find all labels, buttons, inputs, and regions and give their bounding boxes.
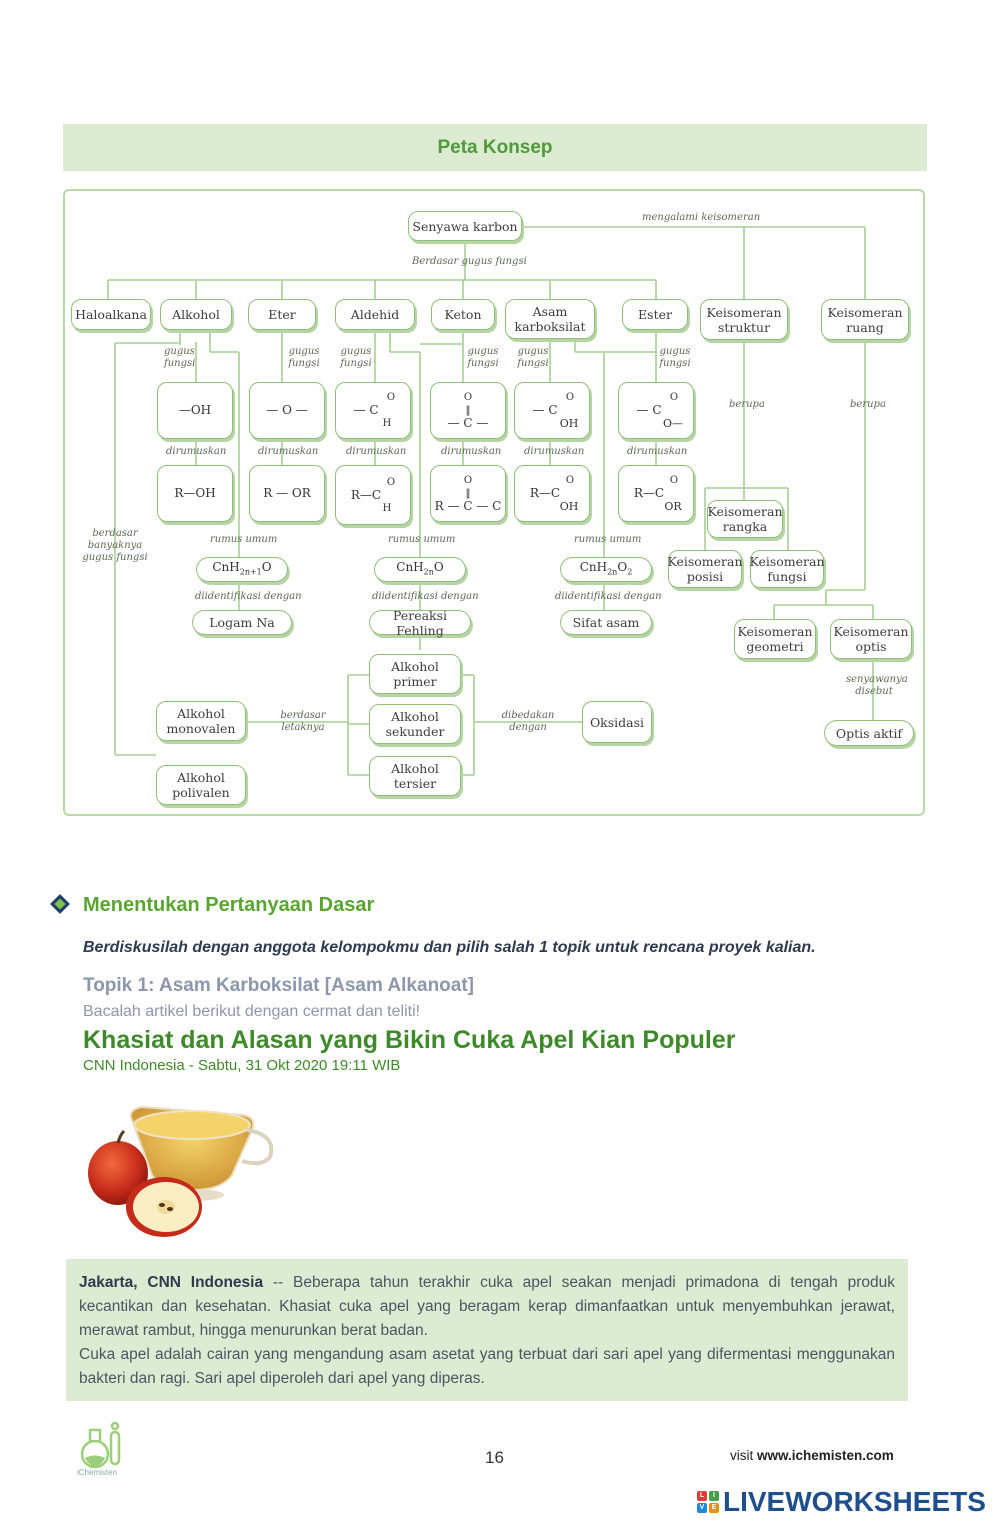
- node-ester: Ester: [622, 299, 688, 330]
- label-gugus-fungsi-alkohol: gugus fungsi: [164, 346, 196, 369]
- chem-rumus-aldehid: R—C: [350, 487, 382, 502]
- node-rumus-alkohol: [157, 465, 233, 522]
- label-senyawanya-disebut: senyawanya disebut: [846, 674, 908, 697]
- label-gugus-fungsi-eter: gugus fungsi: [288, 346, 320, 369]
- node-keisomeran-fungsi: Keisomeran fungsi: [750, 550, 824, 588]
- article-box: [66, 1259, 908, 1401]
- diamond-bullet-icon: [50, 894, 70, 914]
- visit-url[interactable]: www.ichemisten.com: [757, 1448, 894, 1463]
- node-gugus-keton: [430, 382, 506, 439]
- chem-keton-double-bond: ‖: [465, 405, 471, 416]
- node-oksidasi: Oksidasi: [582, 701, 652, 743]
- node-keisomeran-optis: Keisomeran optis: [830, 619, 912, 659]
- node-keisomeran-geometri: Keisomeran geometri: [734, 619, 816, 659]
- chem-ester-o2: O—: [662, 417, 684, 430]
- section-instruction: Berdiskusilah dengan anggota kelompokmu dan pilih salah 1 topik untuk rencana proyek kalian.: [83, 939, 816, 956]
- chem-rumus-ester: R—C: [633, 486, 665, 500]
- node-senyawa-karbon: Senyawa karbon: [408, 211, 522, 241]
- node-alkohol-tersier: Alkohol tersier: [369, 756, 461, 796]
- node-rumus-keton: [430, 465, 506, 522]
- node-sifat-asam: Sifat asam: [560, 610, 652, 635]
- chem-gugus-aldehid: — C: [353, 403, 379, 417]
- label-diidentifikasi-asam: diidentifikasi dengan: [555, 591, 662, 602]
- chem-rumus-keton: R — C — C: [434, 499, 502, 513]
- read-hint: Bacalah artikel berikut dengan cermat dan teliti!: [83, 1003, 421, 1020]
- label-berupa-struktur: berupa: [729, 399, 765, 410]
- section-title: Menentukan Pertanyaan Dasar: [83, 894, 375, 916]
- node-gugus-asam: [514, 382, 590, 439]
- node-gugus-eter: [249, 382, 325, 439]
- chem-rumus-asam-o: O: [565, 475, 575, 486]
- label-dirumuskan-ester: dirumuskan: [627, 446, 688, 457]
- node-asam-karboksilat: Asam karboksilat: [505, 299, 595, 339]
- label-diidentifikasi-alkohol: diidentifikasi dengan: [195, 591, 302, 602]
- chem-gugus-asam: — C: [532, 403, 558, 417]
- node-alkohol-polivalen: Alkohol polivalen: [156, 765, 246, 805]
- chem-rumus-keton-o: O: [463, 475, 473, 486]
- node-alkohol-primer: Alkohol primer: [369, 654, 461, 694]
- chem-gugus-ester: — C: [636, 403, 662, 417]
- logo-text: iChemisten: [77, 1468, 118, 1477]
- node-gugus-aldehid: [335, 382, 411, 439]
- chem-keton-o: O: [463, 392, 473, 403]
- chem-gugus-keton: — C —: [447, 416, 489, 430]
- chem-ester-o: O: [669, 392, 679, 403]
- liveworksheets-text: LIVEWORKSHEETS: [723, 1486, 986, 1517]
- apple-vinegar-image: [82, 1095, 282, 1245]
- chem-rumus-ester-o: O: [669, 475, 679, 486]
- article-paragraph-2: Cuka apel adalah cairan yang mengandung asam asetat yang terbuat dari sari apel yang difermentasi menggunakan bakteri dan ragi. Sari apel diperoleh dari apel yang diperas.: [79, 1346, 895, 1387]
- label-dibedakan-dengan: dibedakan dengan: [501, 710, 555, 733]
- node-optis-aktif: Optis aktif: [824, 720, 914, 746]
- visit-link[interactable]: visit www.ichemisten.com: [730, 1448, 894, 1463]
- label-berdasar-banyaknya: berdasar banyaknya gugus fungsi: [82, 528, 148, 563]
- node-formula-aldehid: [374, 557, 466, 582]
- chem-rumus-ester-or: OR: [664, 500, 682, 513]
- node-keisomeran-struktur: Keisomeran struktur: [700, 299, 788, 340]
- node-rumus-asam: [514, 465, 590, 522]
- article-byline: CNN Indonesia - Sabtu, 31 Okt 2020 19:11 WIB: [83, 1057, 401, 1074]
- node-keisomeran-rangka: Keisomeran rangka: [707, 500, 783, 538]
- chem-aldehid-h: H: [382, 418, 392, 429]
- node-gugus-ester: [618, 382, 694, 439]
- label-gugus-fungsi-ester: gugus fungsi: [659, 346, 691, 369]
- label-berupa-ruang: berupa: [850, 399, 886, 410]
- article-paragraph-1: -- Beberapa tahun terakhir cuka apel seakan menjadi primadona di tengah produk kecantikan dan kesehatan. Khasiat cuka apel yang beragam kerap dimanfaatkan untuk menyembuhkan jerawat, merawat rambut, hingga menurunkan berat badan.: [79, 1274, 895, 1339]
- formula-aldehid: CnH$_{2n}$O: [396, 559, 444, 577]
- node-eter: Eter: [248, 299, 316, 330]
- node-aldehid: Aldehid: [335, 299, 415, 330]
- node-alkohol-sekunder: Alkohol sekunder: [369, 704, 461, 744]
- node-rumus-eter: [249, 465, 325, 522]
- chem-rumus-aldehid-o: O: [386, 476, 396, 488]
- label-dirumuskan-asam: dirumuskan: [524, 446, 585, 457]
- formula-alkohol: CnH$_{2n+1}$O: [212, 559, 272, 577]
- article-headline: Khasiat dan Alasan yang Bikin Cuka Apel Kian Populer: [83, 1026, 736, 1054]
- node-rumus-ester: [618, 465, 694, 522]
- label-dirumuskan-eter: dirumuskan: [258, 446, 319, 457]
- node-alkohol: Alkohol: [160, 299, 232, 330]
- chem-gugus-alkohol: —OH: [178, 403, 212, 417]
- chem-rumus-asam: R—C: [529, 486, 561, 500]
- chem-rumus-aldehid-h: H: [382, 502, 392, 514]
- chem-asam-oh: OH: [559, 417, 579, 430]
- label-diidentifikasi-aldehid: diidentifikasi dengan: [372, 591, 479, 602]
- label-gugus-fungsi-asam: gugus fungsi: [517, 346, 549, 369]
- node-haloalkana: Haloalkana: [71, 299, 151, 330]
- node-keton: Keton: [431, 299, 495, 330]
- node-pereaksi-fehling: Pereaksi Fehling: [369, 610, 471, 635]
- chem-asam-o: O: [565, 392, 575, 403]
- chem-rumus-asam-oh: OH: [559, 500, 579, 513]
- label-berdasar-letaknya: berdasar letaknya: [280, 710, 326, 733]
- label-rumus-umum-aldehid: rumus umum: [388, 534, 456, 545]
- node-keisomeran-ruang: Keisomeran ruang: [821, 299, 909, 340]
- label-dirumuskan-alkohol: dirumuskan: [166, 446, 227, 457]
- article-dateline: Jakarta, CNN Indonesia: [79, 1274, 264, 1291]
- node-formula-alkohol: [196, 557, 288, 582]
- chem-rumus-alkohol: R—OH: [174, 486, 216, 500]
- formula-asam: $CnH_{2n}O_2$: [579, 559, 633, 577]
- node-alkohol-monovalen: Alkohol monovalen: [156, 701, 246, 741]
- liveworksheets-logo-icon: L I V E: [697, 1491, 719, 1513]
- node-keisomeran-posisi: Keisomeran posisi: [668, 550, 742, 588]
- concept-map-title: Peta Konsep: [437, 136, 553, 158]
- label-rumus-umum-asam: rumus umum: [574, 534, 642, 545]
- liveworksheets-brand[interactable]: [697, 1486, 986, 1518]
- label-mengalami-keisomeran: mengalami keisomeran: [642, 212, 761, 223]
- label-gugus-fungsi-keton: gugus fungsi: [467, 346, 499, 369]
- label-gugus-fungsi-aldehid: gugus fungsi: [340, 346, 372, 369]
- node-formula-asam: [560, 557, 652, 582]
- node-logam-na: Logam Na: [192, 610, 292, 635]
- chem-gugus-eter: — O —: [266, 403, 308, 417]
- topic-title: Topik 1: Asam Karboksilat [Asam Alkanoat]: [83, 975, 475, 996]
- chem-aldehid-o: O: [386, 392, 396, 403]
- chem-rumus-eter: R — OR: [263, 486, 311, 500]
- chem-rumus-keton-bond: ‖: [465, 488, 471, 499]
- page-number: 16: [485, 1448, 504, 1467]
- label-dirumuskan-keton: dirumuskan: [441, 446, 502, 457]
- label-rumus-umum-alkohol: rumus umum: [210, 534, 278, 545]
- label-berdasar-gugus-fungsi: Berdasar gugus fungsi: [412, 256, 527, 267]
- node-rumus-aldehid: [335, 465, 411, 525]
- node-gugus-alkohol: [157, 382, 233, 439]
- label-dirumuskan-aldehid: dirumuskan: [346, 446, 407, 457]
